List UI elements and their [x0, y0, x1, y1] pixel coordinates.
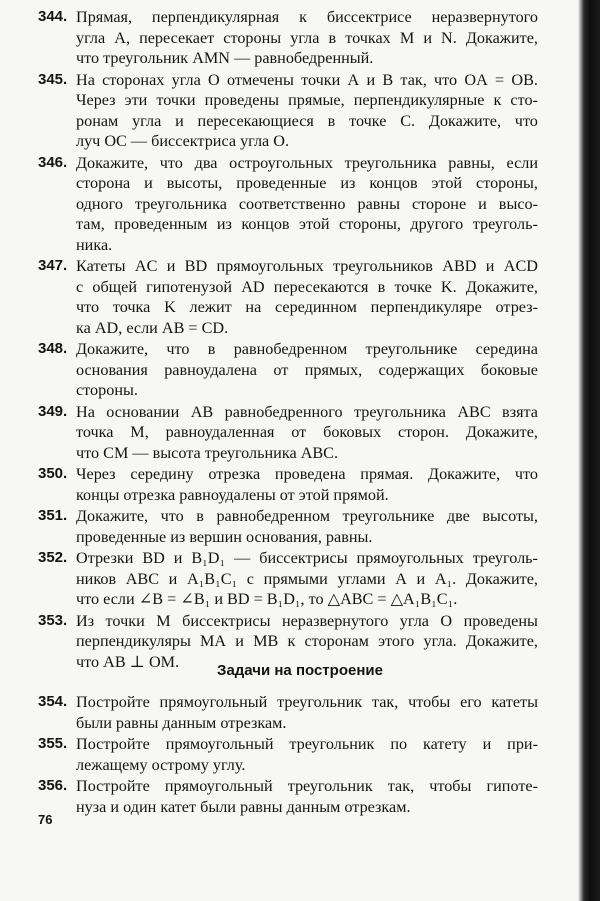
problem-352	[38, 548, 538, 610]
construction-problems-list	[38, 692, 538, 818]
problem-number: 356.	[38, 777, 68, 794]
problem-text-line: Прямая, перпендикулярная к биссектрисе неразвернутого	[76, 8, 538, 26]
problem-text-line: одного треугольника соответственно равны стороне и высо-	[76, 194, 538, 213]
problem-349	[38, 402, 538, 464]
problem-text-line: На сторонах угла O отмечены точки A и B так, что OA = OB.	[76, 70, 538, 89]
problem-text-line: нуза и один катет были равны данным отрезкам.	[76, 797, 411, 816]
problem-347	[38, 256, 538, 338]
problem-text-line: с общей гипотенузой AD пересекаются в точке K. Докажите,	[76, 277, 538, 296]
problem-text-line: точка M, равноудаленная от боковых сторон. Докажите,	[76, 423, 538, 441]
problem-356	[38, 776, 538, 817]
scan-dark-edge	[578, 0, 600, 901]
problem-text-line: угла A, пересекает стороны угла в точках M и N. Докажите,	[76, 28, 538, 47]
problem-346	[38, 153, 538, 256]
problem-number: 354.	[38, 693, 68, 710]
problems-list	[38, 7, 538, 673]
problem-number: 346.	[38, 153, 68, 171]
problem-text-line: Из точки M биссектрисы неразвернутого угла O проведены	[76, 611, 538, 630]
problem-text-line: лежащему острому углу.	[76, 755, 246, 774]
problem-text-line: Отрезки BD и B₁D₁ — биссектрисы прямоугольных треуголь-	[76, 549, 538, 567]
problem-number: 347.	[38, 257, 68, 274]
problem-number: 353.	[38, 611, 68, 629]
problem-text-line: сторона и высоты, проведенные из концов этой стороны,	[76, 174, 538, 192]
problem-text-line: были равны данным отрезкам.	[76, 713, 287, 732]
problem-text-line: там, проведенным из концов этой стороны, другого треуголь-	[76, 215, 538, 233]
problem-text-line: ников ABC и A₁B₁C₁ с прямыми углами A и A₁. Докажите,	[76, 569, 538, 588]
problem-text-line: стороны.	[76, 381, 138, 399]
problem-number: 349.	[38, 402, 68, 420]
problem-text-line: что треугольник AMN — равнобедренный.	[76, 49, 374, 67]
problem-number: 351.	[38, 507, 68, 524]
problem-text-line: ника.	[76, 235, 113, 254]
problem-text-line: что если ∠B = ∠B₁ и BD = B₁D₁, то △ABC = △A₁B₁C₁.	[76, 590, 458, 608]
problem-354	[38, 692, 538, 733]
problem-351	[38, 506, 538, 547]
problem-text-line: Докажите, что в равнобедренном треугольнике середина	[76, 340, 538, 358]
problem-348	[38, 339, 538, 401]
problem-number: 345.	[38, 70, 68, 88]
problem-number: 352.	[38, 549, 68, 566]
problem-text-line: основания равноудалена от прямых, содержащих боковые	[76, 360, 538, 379]
problem-text-line: проведенные из вершин основания, равны.	[76, 527, 373, 546]
problem-350	[38, 464, 538, 505]
problem-text-line: На основании AB равнобедренного треугольника ABC взята	[76, 402, 538, 421]
problem-345	[38, 70, 538, 152]
problem-number: 348.	[38, 340, 68, 357]
problem-text-line: что CM — высота треугольника ABC.	[76, 443, 339, 462]
problem-text-line: ка AD, если AB = CD.	[76, 318, 229, 337]
page-number: 76	[38, 812, 53, 827]
problem-text-line: луч OC — биссектриса угла O.	[76, 132, 290, 150]
problem-text-line: Постройте прямоугольный треугольник по катету и при-	[76, 735, 538, 753]
problem-text-line: Докажите, что в равнобедренном треугольнике две высоты,	[76, 507, 538, 525]
problem-text-line: Катеты AC и BD прямоугольных треугольников ABD и ACD	[76, 257, 538, 275]
problem-text-line: концы отрезка равноудалены от этой прямой.	[76, 485, 389, 504]
problem-text-line: что точка K лежит на серединном перпендикуляре отрез-	[76, 298, 538, 316]
problem-text-line: перпендикуляры MA и MB к сторонам этого угла. Докажите,	[76, 632, 538, 650]
problem-text-line: ронам угла и пересекающиеся в точке C. Докажите, что	[76, 111, 538, 130]
problem-number: 350.	[38, 465, 68, 482]
problem-number: 355.	[38, 735, 68, 752]
problem-text-line: Постройте прямоугольный треугольник так, чтобы его катеты	[76, 693, 538, 711]
problem-text-line: Через эти точки проведены прямые, перпендикулярные к сто-	[76, 91, 538, 109]
problem-344	[38, 7, 538, 69]
problem-number: 344.	[38, 8, 68, 25]
problem-text-line: Через середину отрезка проведена прямая. Докажите, что	[76, 465, 538, 483]
problem-355	[38, 734, 538, 775]
problem-text-line: что AB ⊥ OM.	[76, 652, 180, 671]
problem-text-line: Докажите, что два остроугольных треугольника равны, если	[76, 153, 538, 172]
section-title: Задачи на построение	[217, 662, 383, 679]
problem-text-line: Постройте прямоугольный треугольник так, чтобы гипоте-	[76, 777, 538, 795]
